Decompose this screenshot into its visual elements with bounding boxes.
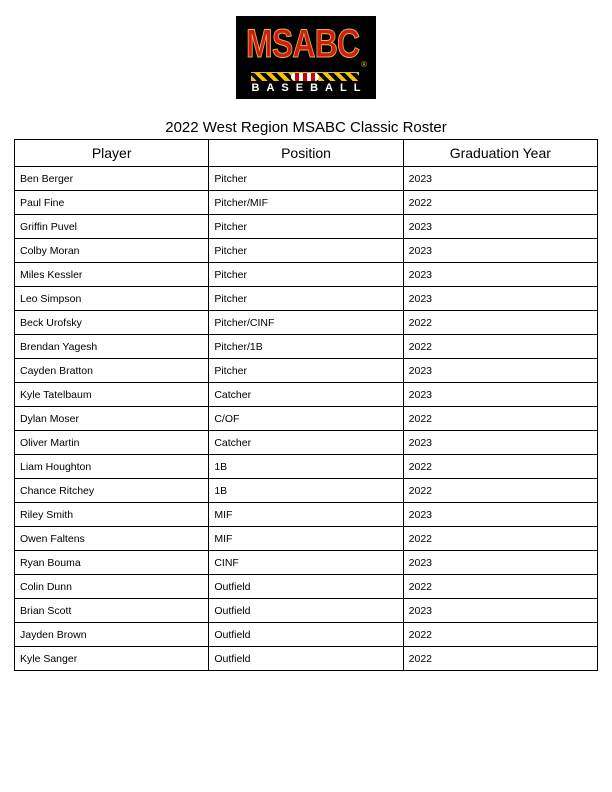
player-cell: Leo Simpson (15, 287, 209, 311)
player-cell: Kyle Tatelbaum (15, 383, 209, 407)
table-row (15, 335, 598, 359)
graduation-year-cell: 2022 (403, 527, 597, 551)
position-cell: 1B (209, 455, 403, 479)
page-title: 2022 West Region MSABC Classic Roster (165, 119, 447, 136)
graduation-year-cell: 2023 (403, 503, 597, 527)
position-cell: MIF (209, 527, 403, 551)
position-cell: Pitcher (209, 359, 403, 383)
position-cell: CINF (209, 551, 403, 575)
logo-flag-stripe (251, 72, 359, 81)
table-row (15, 383, 598, 407)
player-cell: Jayden Brown (15, 623, 209, 647)
player-cell: Ben Berger (15, 167, 209, 191)
player-cell: Cayden Bratton (15, 359, 209, 383)
roster-table (14, 139, 598, 671)
player-cell: Brendan Yagesh (15, 335, 209, 359)
graduation-year-cell: 2023 (403, 239, 597, 263)
table-row (15, 455, 598, 479)
graduation-year-cell: 2023 (403, 431, 597, 455)
position-cell: 1B (209, 479, 403, 503)
graduation-year-cell: 2023 (403, 383, 597, 407)
table-row (15, 623, 598, 647)
graduation-year-cell: 2022 (403, 311, 597, 335)
graduation-year-cell: 2023 (403, 359, 597, 383)
position-cell: MIF (209, 503, 403, 527)
table-row (15, 407, 598, 431)
position-cell: C/OF (209, 407, 403, 431)
position-cell: Pitcher/MIF (209, 191, 403, 215)
position-cell: Outfield (209, 647, 403, 671)
graduation-year-cell: 2022 (403, 335, 597, 359)
table-row (15, 503, 598, 527)
position-cell: Pitcher (209, 287, 403, 311)
graduation-year-cell: 2023 (403, 263, 597, 287)
table-row (15, 311, 598, 335)
column-header: Graduation Year (403, 140, 597, 167)
graduation-year-cell: 2023 (403, 551, 597, 575)
table-row (15, 239, 598, 263)
player-cell: Owen Faltens (15, 527, 209, 551)
graduation-year-cell: 2022 (403, 647, 597, 671)
column-header: Position (209, 140, 403, 167)
player-cell: Kyle Sanger (15, 647, 209, 671)
position-cell: Pitcher/1B (209, 335, 403, 359)
table-row (15, 527, 598, 551)
table-row (15, 263, 598, 287)
position-cell: Outfield (209, 575, 403, 599)
position-cell: Pitcher (209, 263, 403, 287)
graduation-year-cell: 2023 (403, 599, 597, 623)
graduation-year-cell: 2023 (403, 167, 597, 191)
player-cell: Colby Moran (15, 239, 209, 263)
player-cell: Liam Houghton (15, 455, 209, 479)
player-cell: Dylan Moser (15, 407, 209, 431)
graduation-year-cell: 2022 (403, 455, 597, 479)
player-cell: Oliver Martin (15, 431, 209, 455)
player-cell: Riley Smith (15, 503, 209, 527)
logo-text: MSABC (246, 22, 360, 66)
table-row (15, 479, 598, 503)
graduation-year-cell: 2023 (403, 215, 597, 239)
position-cell: Outfield (209, 623, 403, 647)
table-row (15, 599, 598, 623)
position-cell: Pitcher (209, 239, 403, 263)
table-row (15, 647, 598, 671)
graduation-year-cell: 2023 (403, 287, 597, 311)
graduation-year-cell: 2022 (403, 623, 597, 647)
position-cell: Pitcher (209, 215, 403, 239)
player-cell: Brian Scott (15, 599, 209, 623)
player-cell: Paul Fine (15, 191, 209, 215)
player-cell: Colin Dunn (15, 575, 209, 599)
graduation-year-cell: 2022 (403, 575, 597, 599)
graduation-year-cell: 2022 (403, 191, 597, 215)
player-cell: Miles Kessler (15, 263, 209, 287)
player-cell: Chance Ritchey (15, 479, 209, 503)
graduation-year-cell: 2022 (403, 407, 597, 431)
table-row (15, 167, 598, 191)
table-row (15, 191, 598, 215)
table-row (15, 215, 598, 239)
player-cell: Beck Urofsky (15, 311, 209, 335)
position-cell: Outfield (209, 599, 403, 623)
position-cell: Catcher (209, 383, 403, 407)
table-row (15, 359, 598, 383)
graduation-year-cell: 2022 (403, 479, 597, 503)
position-cell: Pitcher/CINF (209, 311, 403, 335)
table-row (15, 575, 598, 599)
msabc-logo (236, 16, 376, 99)
table-row (15, 431, 598, 455)
position-cell: Catcher (209, 431, 403, 455)
column-header: Player (15, 140, 209, 167)
table-row (15, 287, 598, 311)
player-cell: Ryan Bouma (15, 551, 209, 575)
table-row (15, 551, 598, 575)
player-cell: Griffin Puvel (15, 215, 209, 239)
logo-subtext: BASEBALL (251, 82, 368, 94)
position-cell: Pitcher (209, 167, 403, 191)
registered-mark: ® (361, 60, 367, 69)
